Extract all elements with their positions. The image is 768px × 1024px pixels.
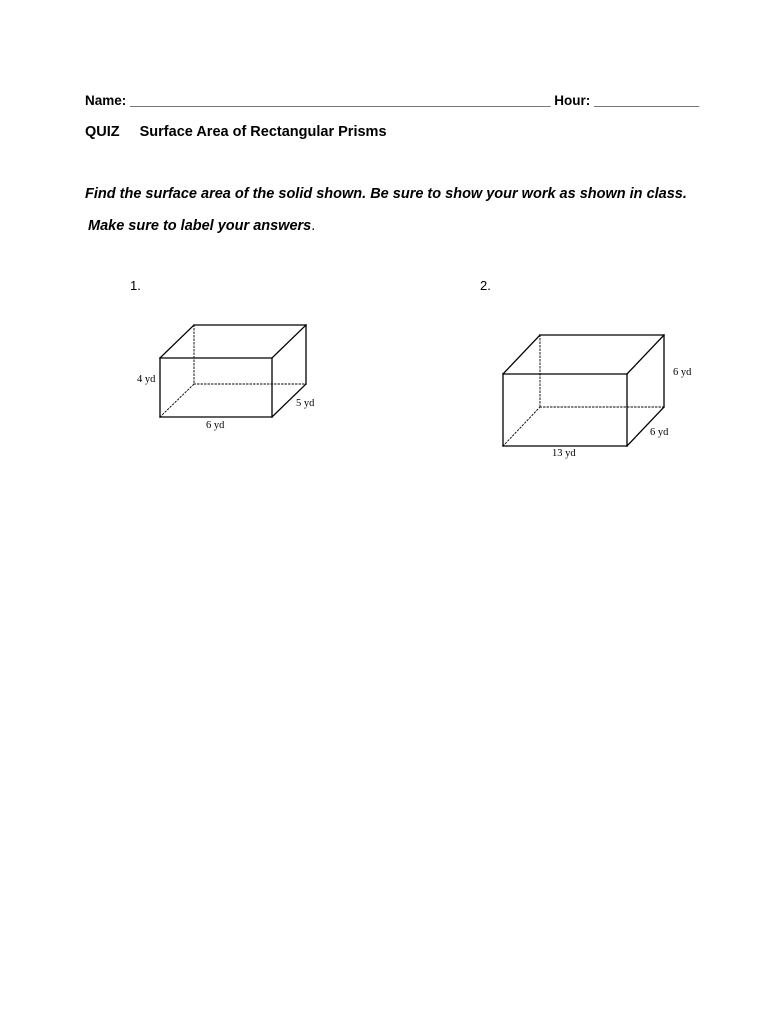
p2-edge-top-left [503,335,540,374]
p2-hidden-diagonal [503,407,540,446]
problem-2-height-label: 6 yd [673,367,692,378]
quiz-title: Surface Area of Rectangular Prisms [139,124,387,140]
instruction-line-2-period: . [311,218,316,234]
instruction-line-1: Find the surface area of the solid shown. Be sure to show your work as shown in class. [85,186,687,202]
instruction-line-2-text: Make sure to label your answers [88,218,312,234]
problem-1-depth-label: 5 yd [296,398,315,409]
problem-2-number: 2. [480,278,491,293]
problem-2-length-label: 13 yd [552,448,576,459]
problem-2-depth-label: 6 yd [650,427,669,438]
hour-label: Hour: [554,93,591,108]
problem-1-length-label: 6 yd [206,420,225,431]
problem-1-height-label: 4 yd [137,374,156,385]
problem-1-number: 1. [130,278,141,293]
name-label: Name: [85,93,127,108]
quiz-tag: QUIZ [85,124,120,140]
p2-edge-top-right [627,335,664,374]
hour-blank: ______________ [594,93,700,108]
name-blank: ________________________________________________________ [130,93,551,108]
